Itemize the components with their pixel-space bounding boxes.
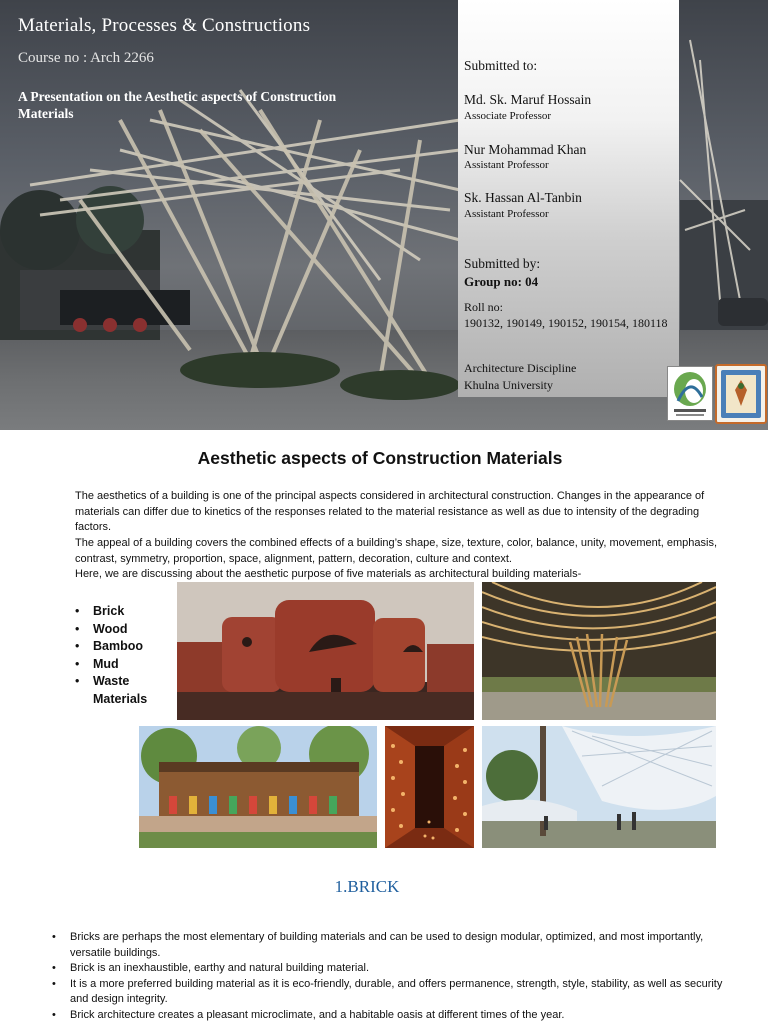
teacher-role: Assistant Professor (464, 208, 549, 220)
khulna-university-logo (715, 364, 767, 424)
list-item: • It is a more preferred building material as it is eco-friendly, durable, and offers permanence, strength, style, stability, as well as security and design integrity. (52, 977, 732, 1008)
university: Khulna University (464, 378, 553, 392)
discipline: Architecture Discipline (464, 361, 577, 375)
waste-material-canopy-photo (482, 726, 716, 848)
list-item: • Brick architecture creates a pleasant microclimate, and a habitable oasis at different times of the year. (52, 1008, 732, 1024)
brick-points-list (52, 930, 732, 1023)
teacher-name: Md. Sk. Maruf Hossain (464, 92, 592, 107)
group-number: Group no: 04 (464, 274, 539, 289)
teacher-role: Assistant Professor (464, 159, 549, 171)
list-item: • Brick (75, 603, 183, 621)
roll-label: Roll no: (464, 300, 504, 314)
teacher-role: Associate Professor (464, 110, 552, 122)
materials-list (75, 603, 183, 708)
list-item: • Bamboo (75, 638, 183, 656)
teacher-name: Nur Mohammad Khan (464, 142, 587, 157)
presentation-title: Materials, Processes & Constructions (18, 15, 311, 36)
list-item: • Mud (75, 656, 183, 674)
list-item: • Waste Materials (75, 673, 183, 708)
submitted-to-label: Submitted to: (464, 58, 538, 73)
course-number: Course no : Arch 2266 (18, 50, 154, 66)
list-item: • Wood (75, 621, 183, 639)
brick-corridor-photo (385, 726, 474, 848)
teacher-name: Sk. Hassan Al-Tanbin (464, 190, 582, 205)
discussion-paragraph: Here, we are discussing about the aesthetic purpose of five materials as architectural building materials- (75, 568, 582, 580)
brick-section-heading: 1.BRICK (334, 877, 400, 896)
submitted-by-label: Submitted by: (464, 256, 541, 271)
submission-panel (458, 0, 679, 397)
appeal-paragraph: The appeal of a building covers the combined effects of a building’s shape, size, texture, color, balance, unity, movement, emphasis, contrast, symmetry, proportion, space, alignment, pattern, decoration, culture and context. (75, 537, 718, 565)
roll-numbers: 190132, 190149, 190152, 190154, 180118 (464, 316, 668, 330)
bamboo-structure-photo (482, 582, 716, 720)
architecture-discipline-logo (667, 366, 713, 421)
list-item: • Brick is an inexhaustible, earthy and natural building material. (52, 961, 732, 977)
intro-paragraph: The aesthetics of a building is one of the principal aspects considered in architectural construction. Changes in the appearance of materials can differ due to kinetics of the responses related to the material resistance as well as due to intensity of the degrading factors. (75, 490, 705, 533)
list-item: • Bricks are perhaps the most elementary of building materials and can be used to design modular, optimized, and most importantly, versatile buildings. (52, 930, 732, 961)
mud-building-photo (139, 726, 377, 848)
section-heading: Aesthetic aspects of Construction Materials (197, 448, 563, 468)
presentation-subtitle: A Presentation on the Aesthetic aspects of Construction Materials (18, 89, 337, 121)
brick-building-photo (177, 582, 474, 720)
